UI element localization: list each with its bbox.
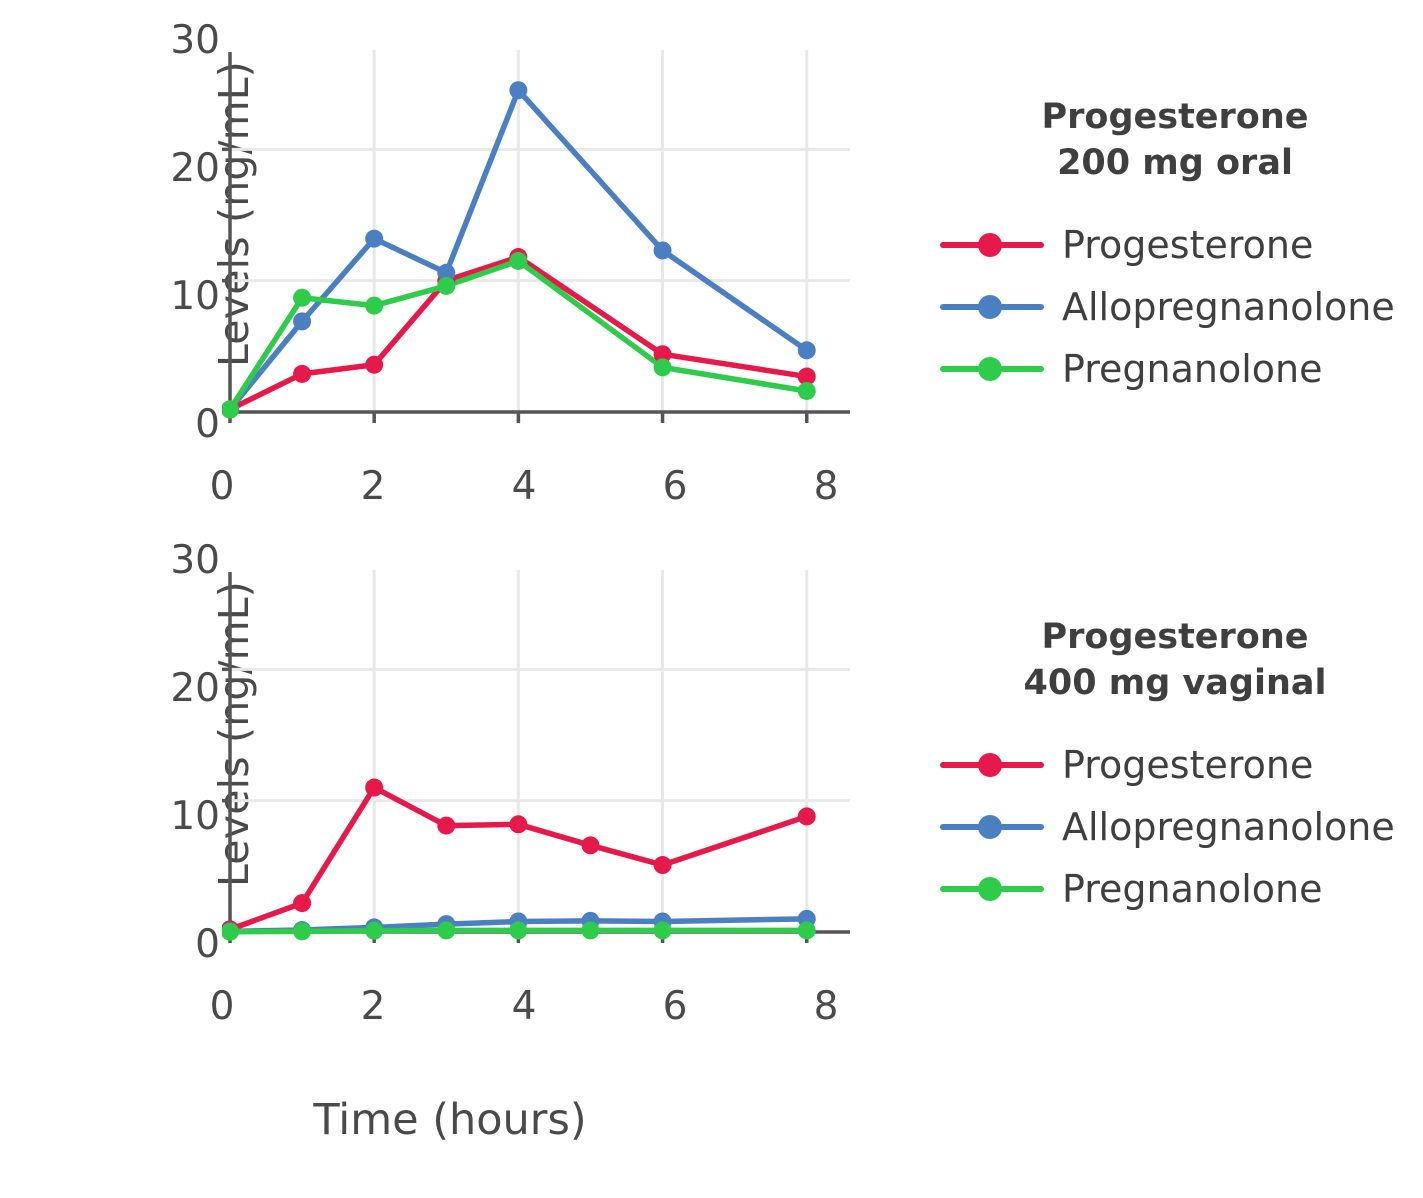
legend-label: Allopregnanolone xyxy=(1062,285,1395,329)
legend-swatch-icon xyxy=(940,874,1044,904)
legend-label: Progesterone xyxy=(1062,223,1314,267)
y-axis-label-oral: Levels (ng/mL) xyxy=(210,60,258,368)
x-tick-4-oral: 4 xyxy=(511,464,537,509)
legend-oral xyxy=(940,95,1410,400)
y-tick-10-oral: 10 xyxy=(170,274,220,319)
chart-canvas-oral xyxy=(222,40,882,460)
x-tick-6-oral: 6 xyxy=(662,464,688,509)
legend-title-oral xyxy=(940,95,1410,186)
legend-item-pregnanolone-vaginal[interactable] xyxy=(940,858,1410,920)
legend-rows-vaginal xyxy=(940,734,1410,920)
x-tick-0-oral: 0 xyxy=(209,464,235,509)
legend-title-line1-vaginal: Progesterone xyxy=(1041,617,1309,657)
x-tick-2-oral: 2 xyxy=(360,464,386,509)
legend-label: Allopregnanolone xyxy=(1062,805,1395,849)
legend-title-line2-vaginal: 400 mg vaginal xyxy=(1023,662,1327,703)
panel-progesterone-oral xyxy=(0,0,1423,530)
x-tick-8-vaginal: 8 xyxy=(813,984,839,1029)
legend-label: Progesterone xyxy=(1062,743,1314,787)
y-tick-30-oral: 30 xyxy=(170,18,220,63)
y-tick-20-oral: 20 xyxy=(170,146,220,191)
x-axis-label: Time (hours) xyxy=(313,1095,587,1145)
legend-item-allopregnanolone-oral[interactable] xyxy=(940,276,1410,338)
legend-label: Pregnanolone xyxy=(1062,867,1323,911)
y-axis-label-vaginal: Levels (ng/mL) xyxy=(210,580,258,888)
legend-title-line1-oral: Progesterone xyxy=(1041,97,1309,137)
y-tick-30-vaginal: 30 xyxy=(170,538,220,583)
x-tick-0-vaginal: 0 xyxy=(209,984,235,1029)
legend-item-progesterone-oral[interactable] xyxy=(940,214,1410,276)
plot-area-oral xyxy=(170,18,872,509)
legend-swatch-icon xyxy=(940,292,1044,322)
legend-vaginal xyxy=(940,615,1410,920)
x-tick-8-oral: 8 xyxy=(813,464,839,509)
legend-title-vaginal xyxy=(940,615,1410,706)
panel-progesterone-vaginal xyxy=(0,520,1423,1040)
legend-label: Pregnanolone xyxy=(1062,347,1323,391)
x-tick-2-vaginal: 2 xyxy=(360,984,386,1029)
y-tick-10-vaginal: 10 xyxy=(170,794,220,839)
x-tick-6-vaginal: 6 xyxy=(662,984,688,1029)
legend-rows-oral xyxy=(940,214,1410,400)
chart-canvas-vaginal xyxy=(222,560,882,980)
x-tick-4-vaginal: 4 xyxy=(511,984,537,1029)
legend-swatch-icon xyxy=(940,750,1044,780)
legend-swatch-icon xyxy=(940,354,1044,384)
y-tick-20-vaginal: 20 xyxy=(170,666,220,711)
legend-swatch-icon xyxy=(940,812,1044,842)
plot-area-vaginal xyxy=(170,538,872,1029)
legend-title-line2-oral: 200 mg oral xyxy=(1057,142,1293,183)
y-tick-0-vaginal: 0 xyxy=(195,922,220,967)
legend-swatch-icon xyxy=(940,230,1044,260)
legend-item-progesterone-vaginal[interactable] xyxy=(940,734,1410,796)
y-tick-0-oral: 0 xyxy=(195,402,220,447)
legend-item-allopregnanolone-vaginal[interactable] xyxy=(940,796,1410,858)
legend-item-pregnanolone-oral[interactable] xyxy=(940,338,1410,400)
